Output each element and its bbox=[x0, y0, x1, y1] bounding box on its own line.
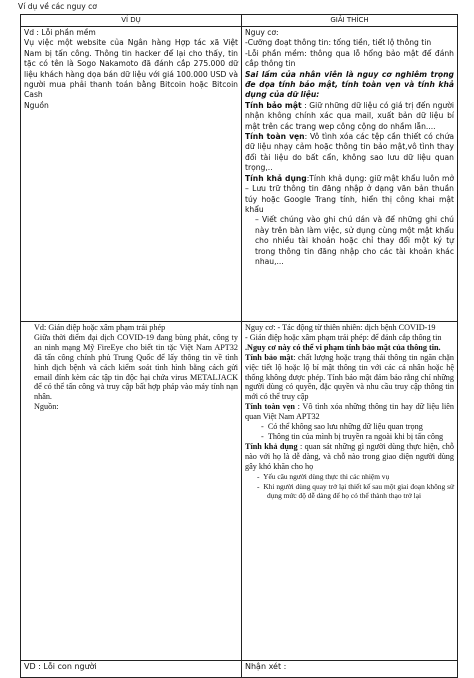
confidentiality-term: Tính bảo mật bbox=[245, 352, 294, 362]
integrity-bullet: Có thể không sao lưu những dữ liệu quan trọng bbox=[267, 422, 423, 432]
integrity-term: Tính toàn vẹn bbox=[245, 402, 295, 412]
risk-item: - Gián điệp hoặc xâm phạm trái phép: để đánh cắp thông tin bbox=[245, 332, 442, 342]
integrity-bullet: Thông tin của mình bị truyền ra ngoài khi bị tấn công bbox=[267, 431, 444, 441]
table-row bbox=[21, 322, 458, 661]
explanation-cell-software-error bbox=[242, 27, 458, 322]
example-cell-software-error bbox=[21, 27, 242, 322]
availability-text: : quan sát những gì người dùng thực hiện, chỗ nào với họ là dễ dàng, và chỗ nào trong giao diện người dùng gây khó khăn cho họ bbox=[245, 441, 454, 471]
integrity-text: : Vô tình xóa các tệp cần thiết có chứa dữ liệu nhạy cảm hoặc thông tin bảo mật,vô tình thay đổi tài liệu do bất cẩn, không sao lưu dữ liệu quan trọng,.. bbox=[245, 132, 454, 173]
example-source: Nguồn: bbox=[34, 402, 59, 412]
confidentiality-text: : chất lượng hoặc trạng thái thông tin ngăn chặn việc tiết lộ hoặc lộ bí mật thông tin với các cá nhân hoặc hệ thống không được phép. Tính bảo mật đảm bảo rằng chỉ những người dùng có quyền, đặc quyền và nhu cầu truy cập thông tin mới có thể truy cập bbox=[245, 352, 454, 402]
availability-bullet: Yếu câu người dùng thực thi các nhiệm vụ bbox=[263, 471, 390, 481]
availability-text: :Tính khả dụng: giữ mật khẩu luôn mở – Lưu trữ thông tin đăng nhập ở dạng văn bản thuần túy hoặc Google Trang tính, hiển thị công khai mật khẩu bbox=[245, 173, 455, 214]
risk-label: Nguy cơ: bbox=[245, 28, 279, 37]
confidentiality-text: : Giữ những dữ liệu có giá trị đến người nhận không chính xác qua mail, xuất bản dữ liệu bí mật trên các trang wep công cộng do nhầm lẫn.... bbox=[245, 100, 454, 131]
risk-item: -Lỗi phần mềm: thông qua lỗ hổng bảo mật để đánh cắp thông tin bbox=[245, 48, 454, 69]
risk-question: Sai lầm của nhân viên là nguy cơ nghiêm trọng đe dọa tính bảo mật, tính toàn vẹn và tính khả dụng của dữ liệu: bbox=[245, 69, 454, 100]
availability-term: Tính khả dụng bbox=[245, 173, 307, 183]
confidentiality-term: Tính bảo mật bbox=[245, 100, 302, 110]
risk-item: -Cưỡng đoạt thông tin: tống tiền, tiết lộ thông tin bbox=[245, 38, 432, 48]
table-header-row bbox=[21, 15, 458, 27]
example-cell-espionage bbox=[21, 322, 242, 661]
integrity-text: : Vô tình xóa những thông tin hay dữ liệu liên quan Việt Nam APT32 bbox=[245, 402, 454, 422]
example-heading: Vd : Lỗi phần mềm bbox=[24, 28, 96, 37]
remarks-cell: Nhận xét : bbox=[242, 661, 458, 678]
risk-question: .Nguy cơ này có thể vi phạm tính bảo mật của thông tin. bbox=[245, 342, 441, 352]
risk-examples-table bbox=[20, 14, 458, 678]
integrity-term: Tính toàn vẹn bbox=[245, 132, 305, 142]
table-row bbox=[21, 661, 458, 678]
document-title: Ví dụ về các nguy cơ bbox=[18, 2, 97, 11]
example-source: Nguồn bbox=[24, 100, 49, 110]
example-body: Vụ việc một website của Ngân hàng Hợp tác xã Việt Nam bị tấn công. Thông tin hacker để lại cho thấy, tin tặc có tên là Sogo Nakamoto đã đánh cắp 275.000 dữ liệu khách hàng dọa bán dữ liệu với giá 100.000 USD và người mua phải thanh toán bằng Bitcoin hoặc Bitcoin Cash bbox=[24, 38, 238, 100]
table-row bbox=[21, 27, 458, 322]
example-heading: Vd: Gián điệp hoặc xâm phạm trái phép bbox=[34, 323, 166, 332]
header-explanation: GIẢI THÍCH bbox=[242, 15, 458, 27]
availability-bullet: Khi người dùng quay trở lại thiết kế sau một giai đoạn không sử dụng mức độ dễ dàng để họ có thể thành thạo trở lại bbox=[263, 481, 454, 501]
risk-item: Nguy cơ: - Tác động từ thiên nhiên: dịch bệnh COVID-19 bbox=[245, 323, 436, 332]
example-cell-human-error: VD : Lỗi con người bbox=[21, 661, 242, 678]
explanation-cell-espionage: Nguy cơ: - Tác động từ thiên nhiên: dịch bệnh COVID-19 - Gián điệp hoặc xâm phạm trái phép: để đánh cắp thông tin .Nguy cơ này có thể vi phạm tính bảo mật của thông tin. Tính bảo mật: chất lượng hoặc trạng thái thông tin ngăn chặn việc tiết lộ hoặc lộ bí mật thông tin với các cá nhân hoặc hệ thống không được phép. Tính bảo mật đảm bảo rằng chỉ những người dùng có quyền, đặc quyền và nhu cầu truy cập thông tin mới có thể truy cập Tính toàn vẹn : Vô tình xóa những thông tin hay dữ liệu liên quan Việt Nam APT32 - Có thể không sao lưu những dữ liệu quan trọng - Thông tin của mình bị truyền ra ngoài khi bị tấn công Tính khả dụng : quan sát những gì người dùng thực hiện, chỗ nào với họ là dễ dàng, và chỗ nào trong giao diện người dùng gây khó khăn cho họ - Yếu câu người dùng thực thi các nhiệm vụ - Khi người dùng quay trở lại thiết kế sau một giai đoạn không sử dụng mức độ dễ dàng để họ có thể thành thạo trở lại bbox=[242, 322, 458, 661]
availability-note: – Viết chúng vào ghi chú dán và để những ghi chú này trên bàn làm việc, sử dụng cùng một mật khẩu cho nhiều tài khoản hoặc chỉ thay đổi một ký tự trong thông tin đăng nhập cho các tài khoản khác nhau,... bbox=[255, 215, 454, 266]
header-example: VÍ DỤ bbox=[21, 15, 242, 27]
availability-term: Tính khả dụng bbox=[245, 441, 298, 451]
example-body: Giữa thời điểm đại dịch COVID-19 đang bùng phát, công ty an ninh mạng Mỹ FireEye cho biết tin tặc Việt Nam APT32 đã tấn công chính phủ Trung Quốc để lấy thông tin về tình hình dịch bệnh và cách kiểm soát tình hình bằng cách gửi email đính kèm các tập tin độc hại chứa virus METALJACK để có thể tấn công và truy cập bất hợp pháp vào máy tính nạn nhân. bbox=[34, 332, 238, 402]
